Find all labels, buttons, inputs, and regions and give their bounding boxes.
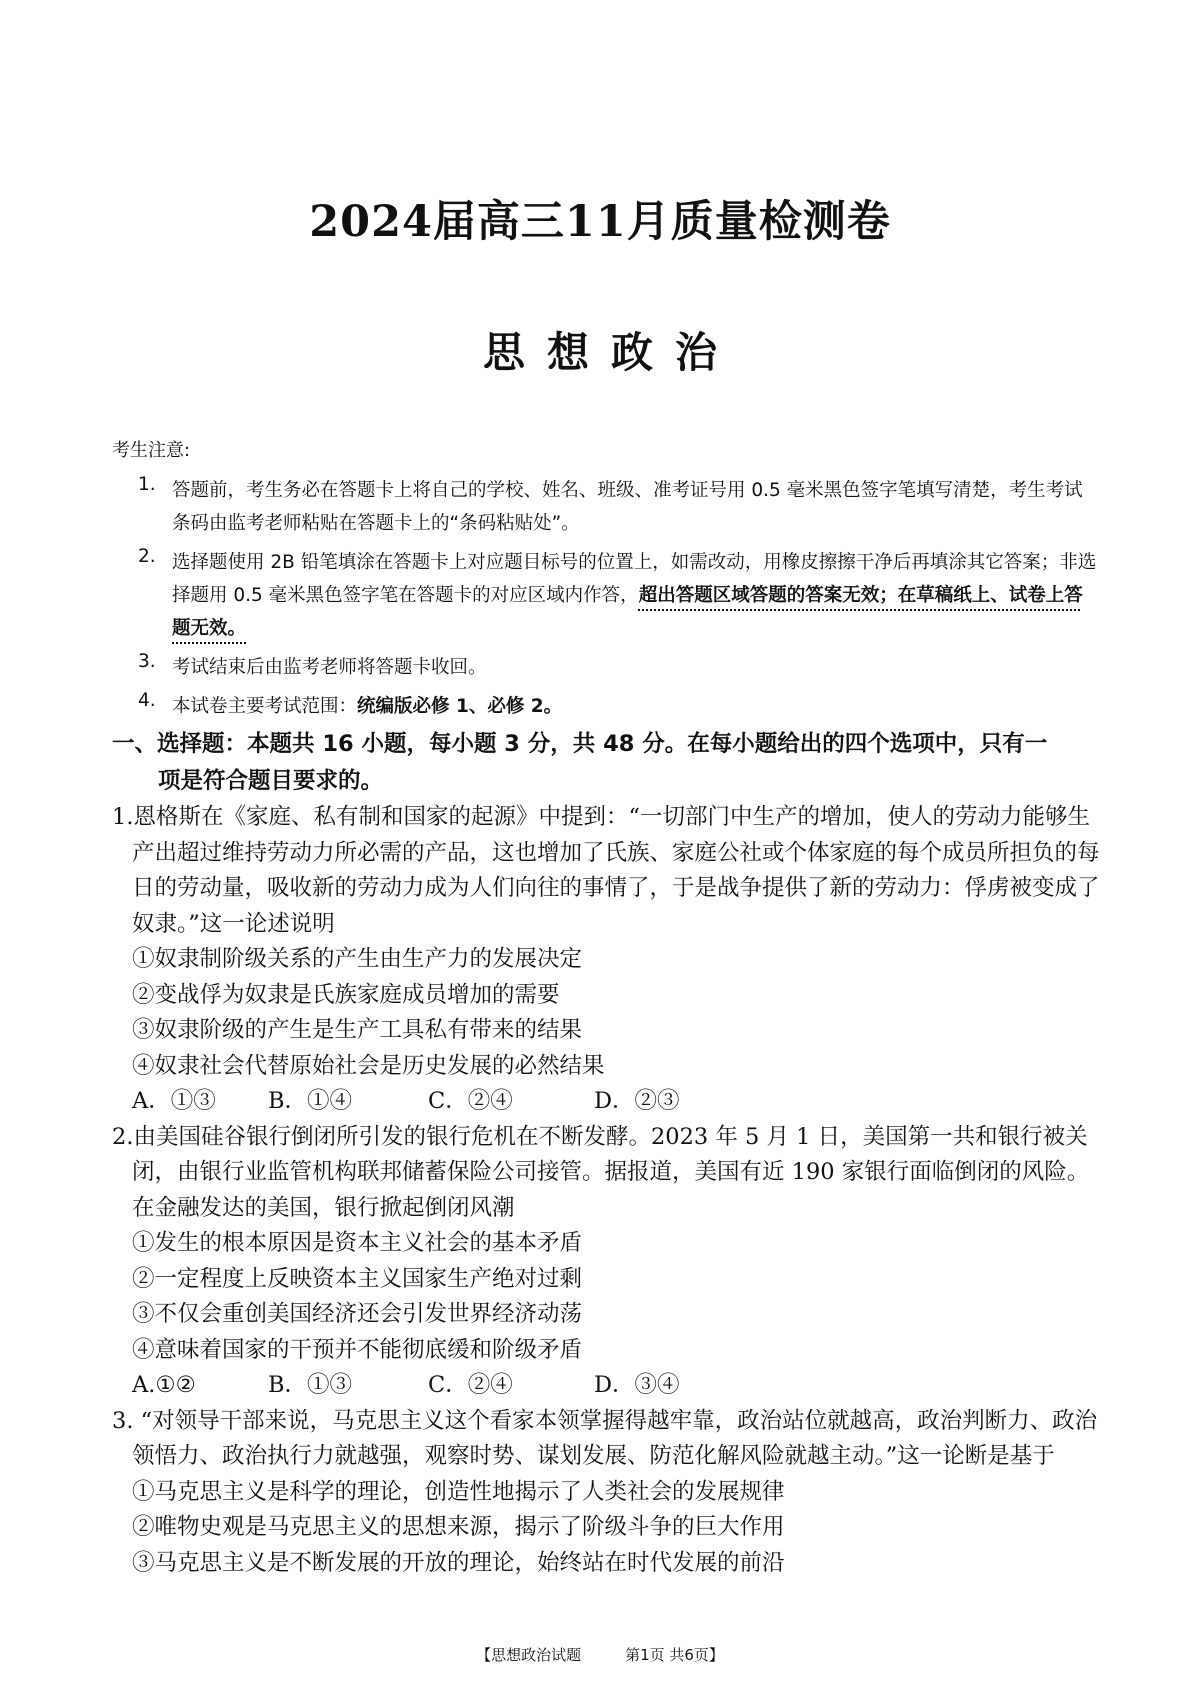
question-stem: 2.由美国硅谷银行倒闭所引发的银行危机在不断发酵。2023 年 5 月 1 日，美国第一共和银行被关闭，由银行业监管机构联邦储蓄保险公司接管。据报道，美国有近 190 家银行面临倒闭的风险。在金融发达的美国，银行掀起倒闭风潮	[112, 1123, 1090, 1221]
choice-c: C．②④	[428, 1372, 513, 1398]
choice-d: D．③④	[594, 1372, 680, 1398]
notice-text: 答题前，考生务必在答题卡上将自己的学校、姓名、班级、准考证号用 0.5 毫米黑色签字笔填写清楚，考生考试条码由监考老师粘贴在答题卡上的“条码粘贴处”。	[172, 480, 1083, 534]
question-option: ②一定程度上反映资本主义国家生产绝对过剩	[132, 1265, 583, 1292]
question-option: ④意味着国家的干预并不能彻底缓和阶级矛盾	[132, 1336, 583, 1363]
question-option: ③奴隶阶级的产生是生产工具私有带来的结果	[132, 1017, 583, 1043]
choice-b: B．①④	[268, 1088, 353, 1114]
notice-emphasis: 超出答题区域答题的答案无效；在草稿纸上、试卷上答题无效。	[172, 585, 1083, 639]
notice-number: 4.	[138, 690, 156, 711]
footer-page-number: 第1页 共6页】	[625, 1646, 724, 1664]
question-option: ③不仅会重创美国经济还会引发世界经济动荡	[132, 1301, 583, 1327]
notice-text: 本试卷主要考试范围：	[172, 696, 358, 717]
exam-title: 2024届高三11月质量检测卷	[309, 197, 891, 247]
answer-choices	[112, 1368, 1102, 1404]
notice-item	[138, 474, 1098, 540]
notice-number: 1.	[138, 474, 156, 495]
page-footer	[0, 1644, 1200, 1665]
question-1	[112, 800, 1102, 1120]
notice-text: 考试结束后由监考老师将答题卡收回。	[172, 657, 487, 678]
notice-text-group	[172, 690, 1098, 723]
question-option: ④奴隶社会代替原始社会是历史发展的必然结果	[132, 1052, 605, 1079]
question-option: ①发生的根本原因是资本主义社会的基本矛盾	[132, 1230, 583, 1256]
question-stem: 1.恩格斯在《家庭、私有制和国家的起源》中提到：“一切部门中生产的增加，使人的劳动力能够生产出超过维持劳动力所必需的产品，这也增加了氏族、家庭公社或个体家庭的每个成员所担负的每日的劳动量，吸收新的劳动力成为人们向往的事情了，于是战争提供了新的劳动力：俘虏被变成了奴隶。”这一论述说明	[112, 804, 1100, 937]
question-option: ①奴隶制阶级关系的产生由生产力的发展决定	[132, 946, 583, 972]
notice-item	[138, 546, 1098, 645]
question-stem: 3. “对领导干部来说，马克思主义这个看家本领掌握得越牢靠，政治站位就越高，政治判断力、政治领悟力、政治执行力就越强，观察时势、谋划发展、防范化解风险就越主动。”这一论断是基于	[112, 1407, 1098, 1469]
notice-heading: 考生注意:	[112, 440, 191, 461]
question-option: ①马克思主义是科学的理论，创造性地揭示了人类社会的发展规律	[132, 1478, 785, 1505]
section-heading-line1: 一、选择题：本题共 16 小题，每小题 3 分，共 48 分。在每小题给出的四个选项中，只有一	[112, 731, 1048, 757]
question-3	[112, 1404, 1102, 1582]
notice-item	[138, 651, 1098, 684]
question-2	[112, 1120, 1102, 1404]
notice-bold: 统编版必修 1、必修 2。	[357, 696, 563, 717]
question-list	[112, 800, 1102, 1581]
notice-text-group	[172, 546, 1098, 645]
notice-list	[138, 474, 1098, 723]
subject-title: 思想政治	[482, 328, 739, 377]
notice-item	[138, 690, 1098, 723]
section-heading	[112, 726, 1102, 800]
footer-subject: 【思想政治试题	[476, 1646, 582, 1664]
choice-a: A．①③	[132, 1088, 216, 1114]
section-heading-line2: 项是符合题目要求的。	[158, 768, 384, 794]
notice-text: 选择题使用 2B 铅笔填涂在答题卡上对应题目标号的位置上，如需改动，用橡皮擦擦干净后再填涂其它答案；非选择题用 0.5 毫米黑色签字笔在答题卡的对应区域内作答，	[172, 552, 1097, 606]
choice-d: D．②③	[594, 1088, 680, 1114]
question-option: ③马克思主义是不断发展的开放的理论，始终站在时代发展的前沿	[132, 1549, 785, 1576]
question-option: ②变战俘为奴隶是氏族家庭成员增加的需要	[132, 981, 560, 1008]
choice-b: B．①③	[268, 1372, 353, 1398]
question-option: ②唯物史观是马克思主义的思想来源，揭示了阶级斗争的巨大作用	[132, 1514, 785, 1540]
choice-c: C．②④	[428, 1088, 513, 1114]
answer-choices	[112, 1084, 1102, 1120]
choice-a: A.①②	[132, 1372, 196, 1398]
notice-number: 2.	[138, 546, 156, 567]
notice-number: 3.	[138, 651, 156, 672]
